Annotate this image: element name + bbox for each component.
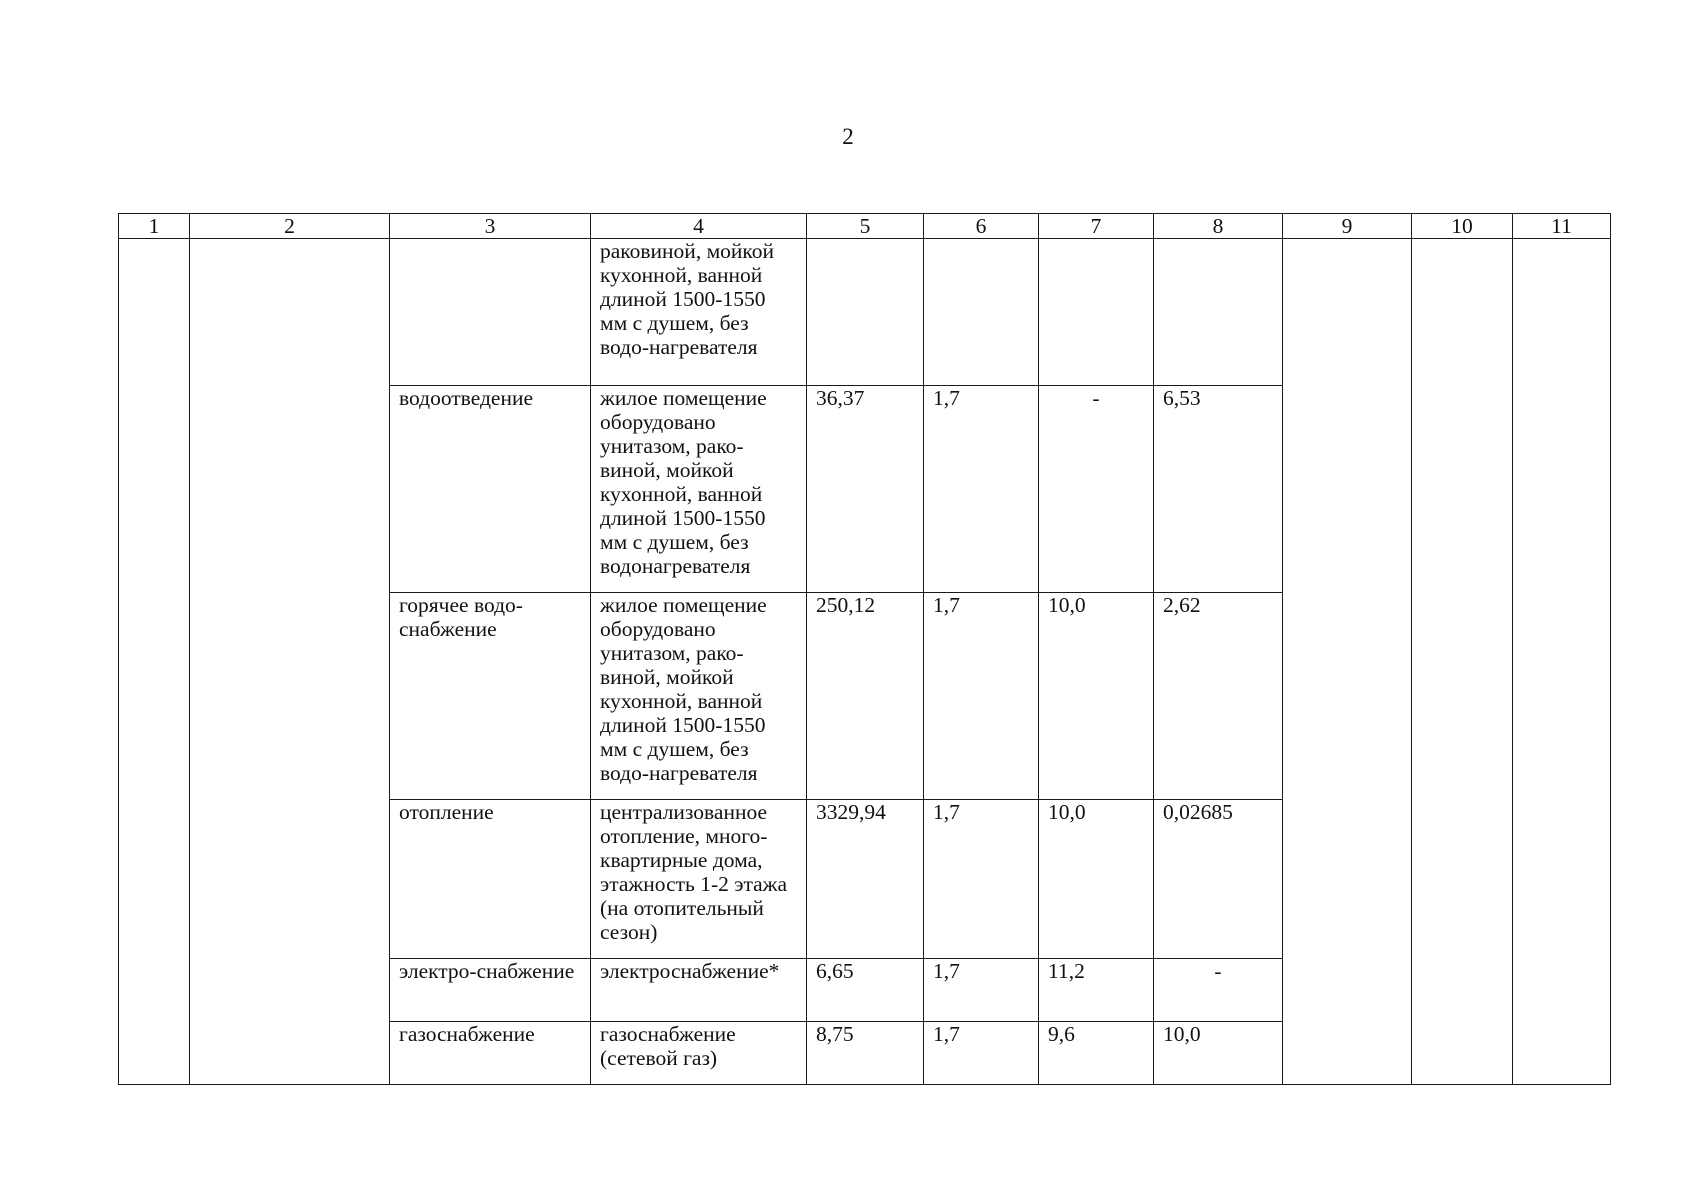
service-cell: горячее водо-снабжение [390,593,591,800]
col6-cell: 1,7 [924,959,1039,1022]
col2-merged-cell [190,239,390,1085]
header-cell-10: 10 [1412,214,1513,239]
col7-cell: - [1039,386,1154,593]
col5-cell: 36,37 [807,386,924,593]
header-cell-3: 3 [390,214,591,239]
col7-cell: 9,6 [1039,1022,1154,1085]
col8-cell: 10,0 [1154,1022,1283,1085]
col6-cell: 1,7 [924,800,1039,959]
service-cell: газоснабжение [390,1022,591,1085]
description-cell: газоснабжение (сетевой газ) [591,1022,807,1085]
header-cell-4: 4 [591,214,807,239]
header-cell-2: 2 [190,214,390,239]
col7-cell: 10,0 [1039,593,1154,800]
service-cell: отопление [390,800,591,959]
col8-cell: - [1154,959,1283,1022]
col7-cell: 10,0 [1039,800,1154,959]
table-row [119,239,1611,386]
col5-cell: 3329,94 [807,800,924,959]
service-cell: электро-снабжение [390,959,591,1022]
table-header-row [119,214,1611,239]
header-cell-9: 9 [1283,214,1412,239]
col5-cell: 8,75 [807,1022,924,1085]
col6-cell: 1,7 [924,386,1039,593]
col8-cell [1154,239,1283,386]
col8-cell: 6,53 [1154,386,1283,593]
col7-cell: 11,2 [1039,959,1154,1022]
description-cell: раковиной, мойкой кухонной, ванной длиной 1500-1550 мм с душем, без водо-нагревателя [591,239,807,386]
col10-merged-cell [1412,239,1513,1085]
col5-cell: 6,65 [807,959,924,1022]
page-number: 2 [842,124,854,149]
service-cell [390,239,591,386]
col7-cell [1039,239,1154,386]
header-cell-7: 7 [1039,214,1154,239]
header-cell-6: 6 [924,214,1039,239]
col8-cell: 0,02685 [1154,800,1283,959]
col5-cell: 250,12 [807,593,924,800]
col6-cell: 1,7 [924,1022,1039,1085]
description-cell: централизованное отопление, много-квартирные дома, этажность 1-2 этажа (на отопительный сезон) [591,800,807,959]
col9-merged-cell [1283,239,1412,1085]
header-cell-11: 11 [1513,214,1611,239]
description-cell: электроснабжение* [591,959,807,1022]
header-cell-1: 1 [119,214,190,239]
col11-merged-cell [1513,239,1611,1085]
col1-merged-cell [119,239,190,1085]
col6-cell: 1,7 [924,593,1039,800]
description-cell: жилое помещение оборудовано унитазом, рако-виной, мойкой кухонной, ванной длиной 1500-1550 мм с душем, без водонагревателя [591,386,807,593]
tariff-table [118,213,1611,1085]
header-cell-5: 5 [807,214,924,239]
service-cell: водоотведение [390,386,591,593]
col8-cell: 2,62 [1154,593,1283,800]
col6-cell [924,239,1039,386]
description-cell: жилое помещение оборудовано унитазом, рако-виной, мойкой кухонной, ванной длиной 1500-1550 мм с душем, без водо-нагревателя [591,593,807,800]
header-cell-8: 8 [1154,214,1283,239]
col5-cell [807,239,924,386]
